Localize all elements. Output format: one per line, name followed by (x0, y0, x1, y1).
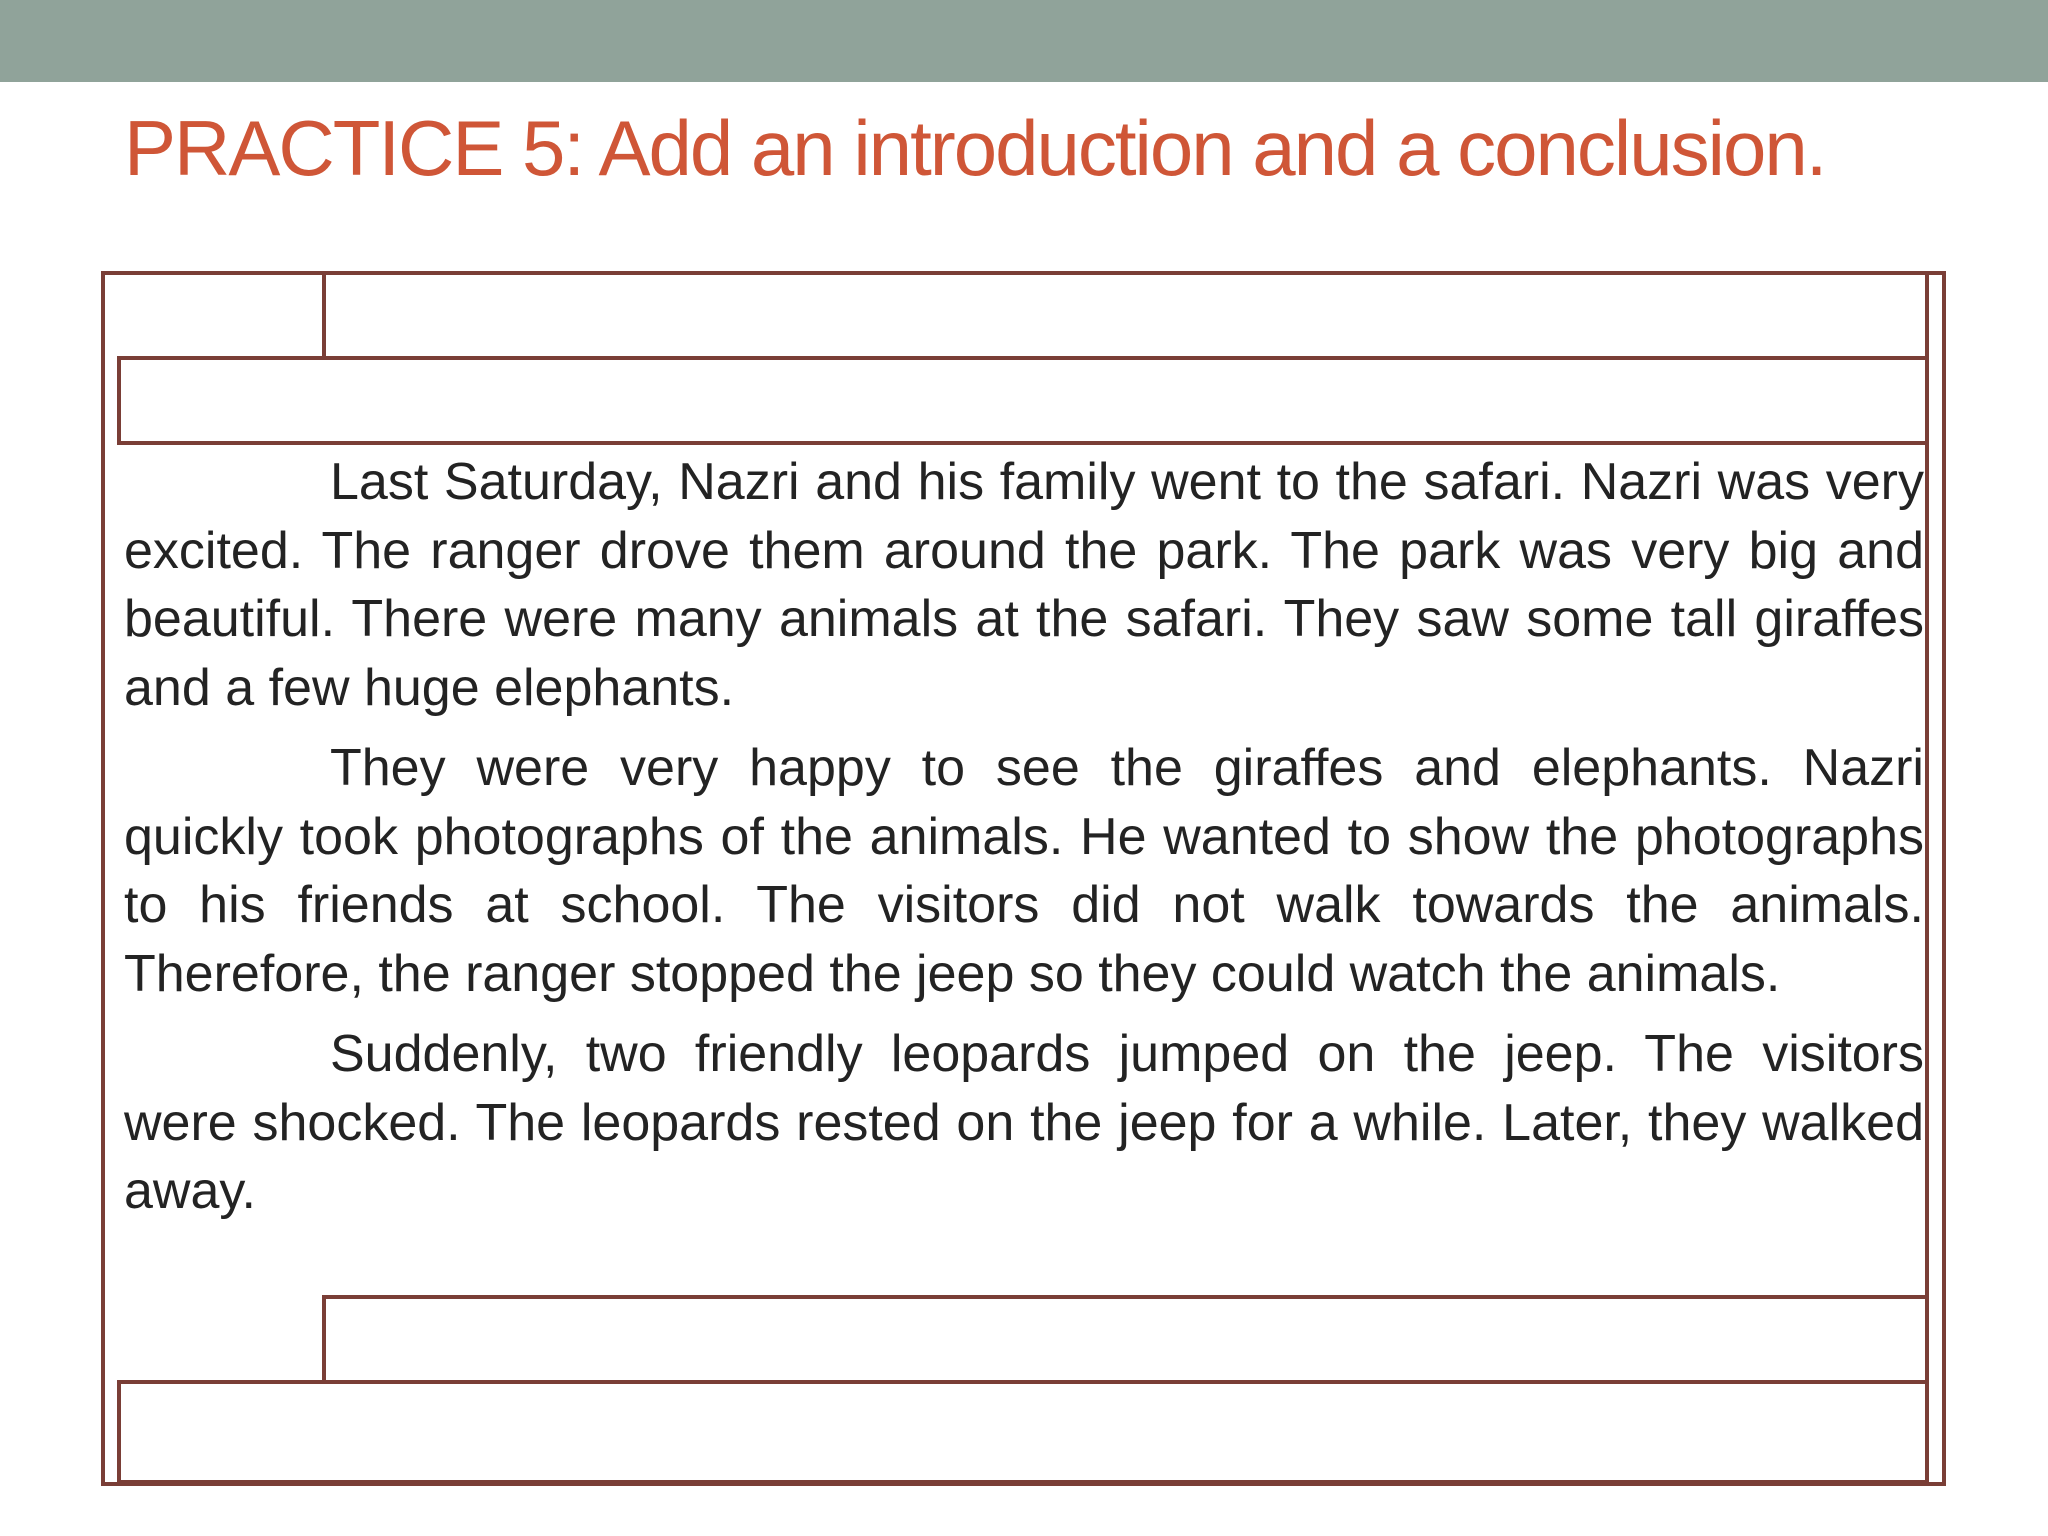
conclusion-answer-box[interactable] (117, 1380, 1929, 1484)
frame-top-border (101, 271, 1946, 275)
paragraph-3: Suddenly, two friendly leopards jumped on the jeep. The visitors were shocked. The leopards rested on the jeep for a while. Later, they walked away. (124, 1025, 1924, 1220)
header-bar (0, 0, 2048, 82)
frame-right-border-outer (1942, 271, 1946, 1486)
frame-left-border (101, 271, 105, 1486)
story-text (124, 448, 1924, 1238)
slide-title: PRACTICE 5: Add an introduction and a conclusion. (124, 104, 1826, 192)
paragraph-2: They were very happy to see the giraffes and elephants. Nazri quickly took photographs of the animals. He wanted to show the photographs to his friends at school. The visitors did not walk towards the animals. Therefore, the ranger stopped the jeep so they could watch the animals. (124, 739, 1924, 1003)
intro-indent-divider (322, 271, 326, 358)
conclusion-indent-box[interactable] (322, 1295, 1929, 1384)
paragraph-1: Last Saturday, Nazri and his family went to the safari. Nazri was very excited. The ranger drove them around the park. The park was very big and beautiful. There were many animals at the safari. They saw some tall giraffes and a few huge elephants. (124, 453, 1924, 717)
introduction-answer-box[interactable] (117, 356, 1929, 445)
